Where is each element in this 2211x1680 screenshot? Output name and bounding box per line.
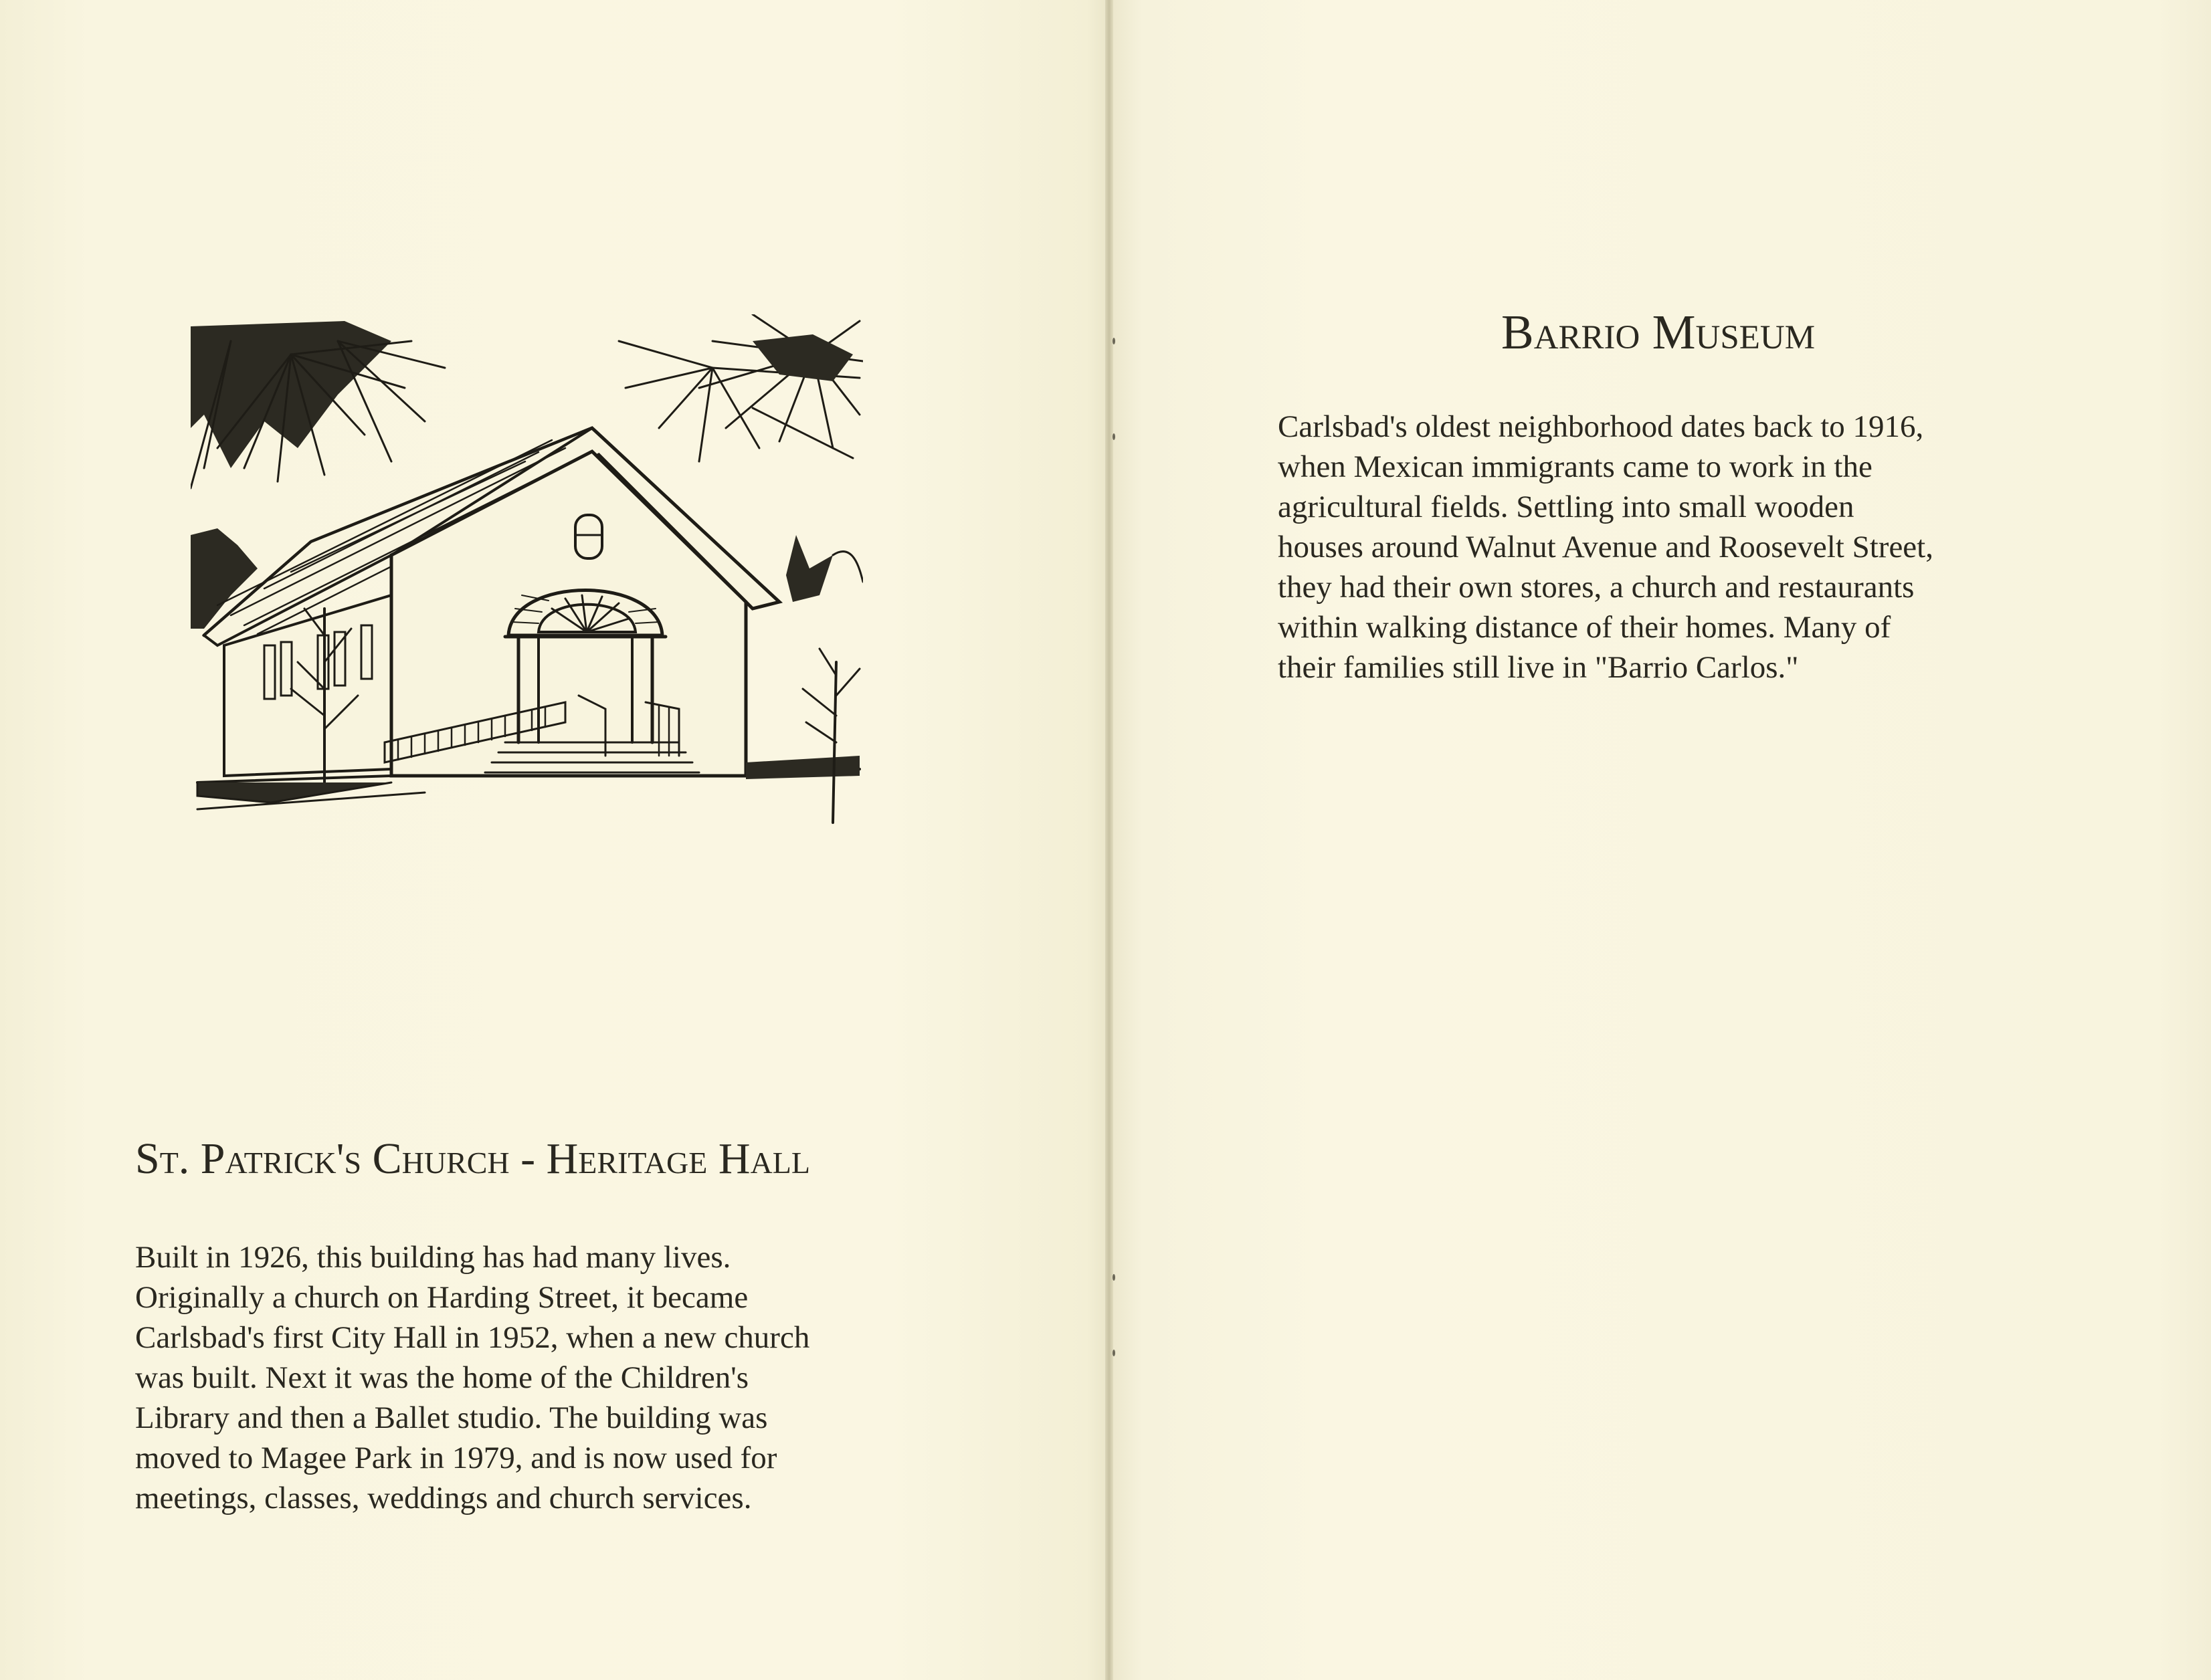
body-line: houses around Walnut Avenue and Roosevelt Street, [1278,530,1933,564]
body-line: Carlsbad's oldest neighborhood dates back to 1916, [1278,409,1924,444]
body-line: agricultural fields. Settling into small wooden [1278,490,1854,524]
body-text-left [135,1237,978,1518]
page-title-right: Barrio Museum [1501,305,1816,359]
body-line: meetings, classes, weddings and church services. [135,1481,752,1515]
body-line: Built in 1926, this building has had many lives. [135,1240,731,1275]
body-line: Library and then a Ballet studio. The building was [135,1400,768,1435]
book-gutter [1105,0,1113,1680]
paper-speck [1113,338,1115,344]
body-line: within walking distance of their homes. Many of [1278,610,1891,645]
body-line: Carlsbad's first City Hall in 1952, when a new church [135,1320,810,1355]
body-line: Originally a church on Harding Street, it became [135,1280,749,1315]
body-line: when Mexican immigrants came to work in the [1278,449,1872,484]
paper-speck [1113,433,1115,440]
body-line: moved to Magee Park in 1979, and is now used for [135,1441,777,1475]
church-drawing-icon [191,314,863,829]
right-page [1109,0,2211,1680]
paper-speck [1113,1274,1115,1281]
paper-speck [1113,1350,1115,1356]
body-text-right [1278,407,2161,688]
body-line: their families still live in "Barrio Carlos." [1278,650,1799,685]
page-title-left: St. Patrick's Church - Heritage Hall [135,1134,810,1183]
body-line: was built. Next it was the home of the Children's [135,1360,749,1395]
body-line: they had their own stores, a church and restaurants [1278,570,1915,605]
